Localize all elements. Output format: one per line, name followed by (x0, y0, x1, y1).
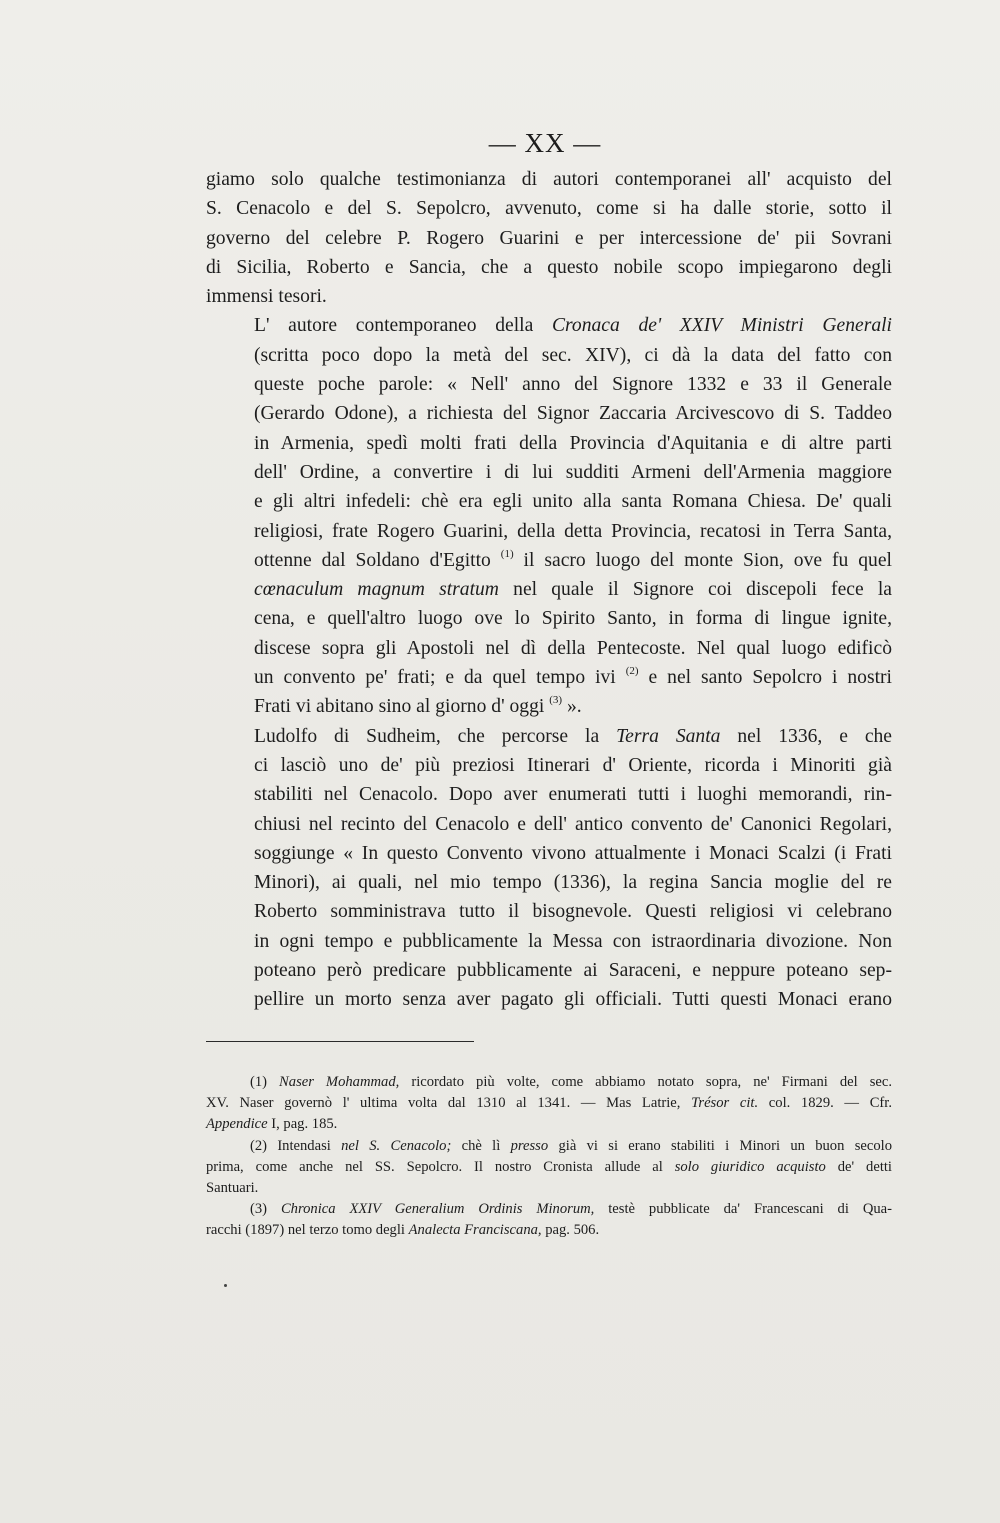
text-run: I, pag. 185. (267, 1116, 338, 1133)
text-line: queste poche parole: « Nell' anno del Signore 1332 e 33 il Generale (254, 374, 892, 396)
paragraph-2 (206, 311, 892, 721)
footnote-line (206, 1136, 892, 1157)
italic-phrase: Terra Santa (616, 725, 721, 747)
text-line: dell' Ordine, a convertire i di lui sudditi Armeni dell'Armenia maggiore (254, 461, 892, 483)
text-line (206, 722, 892, 751)
text-run: ricordato più volte, come abbiamo notato sopra, ne' Firmani del sec. (399, 1074, 892, 1090)
text-run: (1) (250, 1074, 280, 1090)
paragraph-3 (206, 722, 892, 1015)
text-run: ». (562, 696, 582, 718)
text-run: (3) (250, 1201, 281, 1218)
italic-phrase: Appendice (206, 1116, 268, 1133)
text-line: discese sopra gli Apostoli nel dì della Pentecoste. Nel qual luogo edificò (254, 637, 892, 659)
footnote-3 (206, 1199, 892, 1241)
text-run: già vi si erano stabiliti i Minori un buon secolo (548, 1137, 892, 1154)
ink-speck (224, 1284, 227, 1287)
italic-phrase: Naser Mohammad, (279, 1074, 400, 1090)
footnote-line (206, 1072, 892, 1093)
text-run: nel quale il Signore coi discepoli fece la (498, 579, 892, 601)
text-line: di Sicilia, Roberto e Sancia, che a questo nobile scopo impiegarono degli (206, 256, 892, 278)
text-run: col. 1829. — Cfr. (758, 1095, 892, 1112)
body-text (206, 165, 892, 1015)
text-run: e nel santo Sepolcro i nostri (638, 667, 893, 689)
text-line: cena, e quell'altro luogo ove lo Spirito Santo, in forma di lingue ignite, (254, 608, 892, 630)
text-line (206, 311, 892, 340)
italic-title: Cronaca de' XXIV Ministri Generali (551, 315, 892, 337)
text-line (206, 692, 892, 721)
paragraph-1 (206, 165, 892, 311)
footnote-ref: (3) (549, 694, 563, 707)
text-run: racchi (1897) nel terzo tomo degli (206, 1222, 409, 1239)
footnote-divider (206, 1041, 474, 1042)
text-line: e gli altri infedeli: chè era egli unito alla santa Romana Chiesa. De' quali (254, 491, 892, 513)
text-line: pellire un morto senza aver pagato gli officiali. Tutti questi Monaci erano (254, 989, 892, 1011)
footnotes (206, 1072, 892, 1242)
text-run: il sacro luogo del monte Sion, ove fu quel (513, 549, 892, 571)
text-run: testè pubblicate da' Francescani di Qua- (594, 1201, 893, 1218)
italic-phrase: nel S. Cenacolo; (341, 1137, 452, 1154)
text-line: immensi tesori. (206, 286, 327, 308)
text-run: chè lì (451, 1137, 511, 1154)
text-line: Roberto somministrava tutto il bisognevole. Questi religiosi vi celebrano (254, 901, 892, 923)
text-line: S. Cenacolo e del S. Sepolcro, avvenuto, come si ha dalle storie, sotto il (206, 198, 892, 220)
text-run: prima, come anche nel SS. Sepolcro. Il nostro Cronista allude al (206, 1158, 675, 1175)
italic-phrase: Trésor cit. (691, 1095, 759, 1112)
text-line: soggiunge « In questo Convento vivono attualmente i Monaci Scalzi (i Frati (254, 842, 892, 864)
italic-phrase: Analecta Franciscana, (408, 1222, 542, 1239)
italic-phrase: Chronica XXIV Generalium Ordinis Minorum, (280, 1201, 595, 1218)
text-run: de' detti (825, 1158, 892, 1175)
footnote-line: Santuari. (206, 1180, 259, 1197)
text-run: ottenne dal Soldano d'Egitto (254, 549, 501, 571)
footnote-line (206, 1220, 892, 1241)
text-line: in Armenia, spedì molti frati della Provincia d'Aquitania e di altre parti (254, 432, 892, 454)
text-line: stabiliti nel Cenacolo. Dopo aver enumerati tutti i luoghi memorandi, rin- (254, 784, 892, 806)
text-line: ci lasciò uno de' più preziosi Itinerari d' Oriente, ricorda i Minoriti già (254, 754, 892, 776)
text-line (206, 663, 892, 692)
text-run: L' autore contemporaneo della (254, 315, 552, 337)
page-number: — XX — (488, 128, 602, 158)
text-line: in ogni tempo e pubblicamente la Messa con istraordinaria divozione. Non (254, 930, 892, 952)
text-line: chiusi nel recinto del Cenacolo e dell' antico convento de' Canonici Regolari, (254, 813, 892, 835)
text-run: (2) Intendasi (250, 1137, 342, 1154)
text-line: (scritta poco dopo la metà del sec. XIV), ci dà la data del fatto con (254, 344, 892, 366)
footnote-line (206, 1199, 892, 1220)
italic-phrase: solo giuridico acquisto (674, 1158, 826, 1175)
text-run: Ludolfo di Sudheim, che percorse la (254, 725, 617, 747)
text-run: un convento pe' frati; e da quel tempo ivi (254, 667, 626, 689)
footnote-ref: (1) (500, 547, 514, 560)
text-line: (Gerardo Odone), a richiesta del Signor Zaccaria Arcivescovo di S. Taddeo (254, 403, 892, 425)
footnote-line (206, 1157, 892, 1178)
text-line: religiosi, frate Rogero Guarini, della detta Provincia, recatosi in Terra Santa, (254, 520, 892, 542)
text-line: governo del celebre P. Rogero Guarini e per intercessione de' pii Sovrani (206, 227, 892, 249)
italic-phrase: cœnaculum magnum stratum (254, 579, 499, 601)
footnote-2 (206, 1136, 892, 1200)
text-run: XV. Naser governò l' ultima volta dal 1310 al 1341. — Mas Latrie, (206, 1095, 692, 1112)
footnote-line (206, 1114, 892, 1135)
italic-phrase: presso (510, 1137, 549, 1154)
text-line (206, 546, 892, 575)
text-run: nel 1336, e che (720, 725, 893, 747)
footnote-line (206, 1093, 892, 1114)
text-run: pag. 506. (541, 1222, 600, 1239)
text-run: Frati vi abitano sino al giorno d' oggi (254, 696, 550, 718)
footnote-ref: (2) (625, 665, 639, 678)
text-line (206, 575, 892, 604)
text-line: poteano però predicare pubblicamente ai Saraceni, e neppure poteano sep- (254, 960, 892, 982)
text-line: giamo solo qualche testimonianza di autori contemporanei all' acquisto del (206, 169, 892, 190)
footnote-1 (206, 1072, 892, 1136)
text-line: Minori), ai quali, nel mio tempo (1336), la regina Sancia moglie del re (254, 872, 892, 894)
